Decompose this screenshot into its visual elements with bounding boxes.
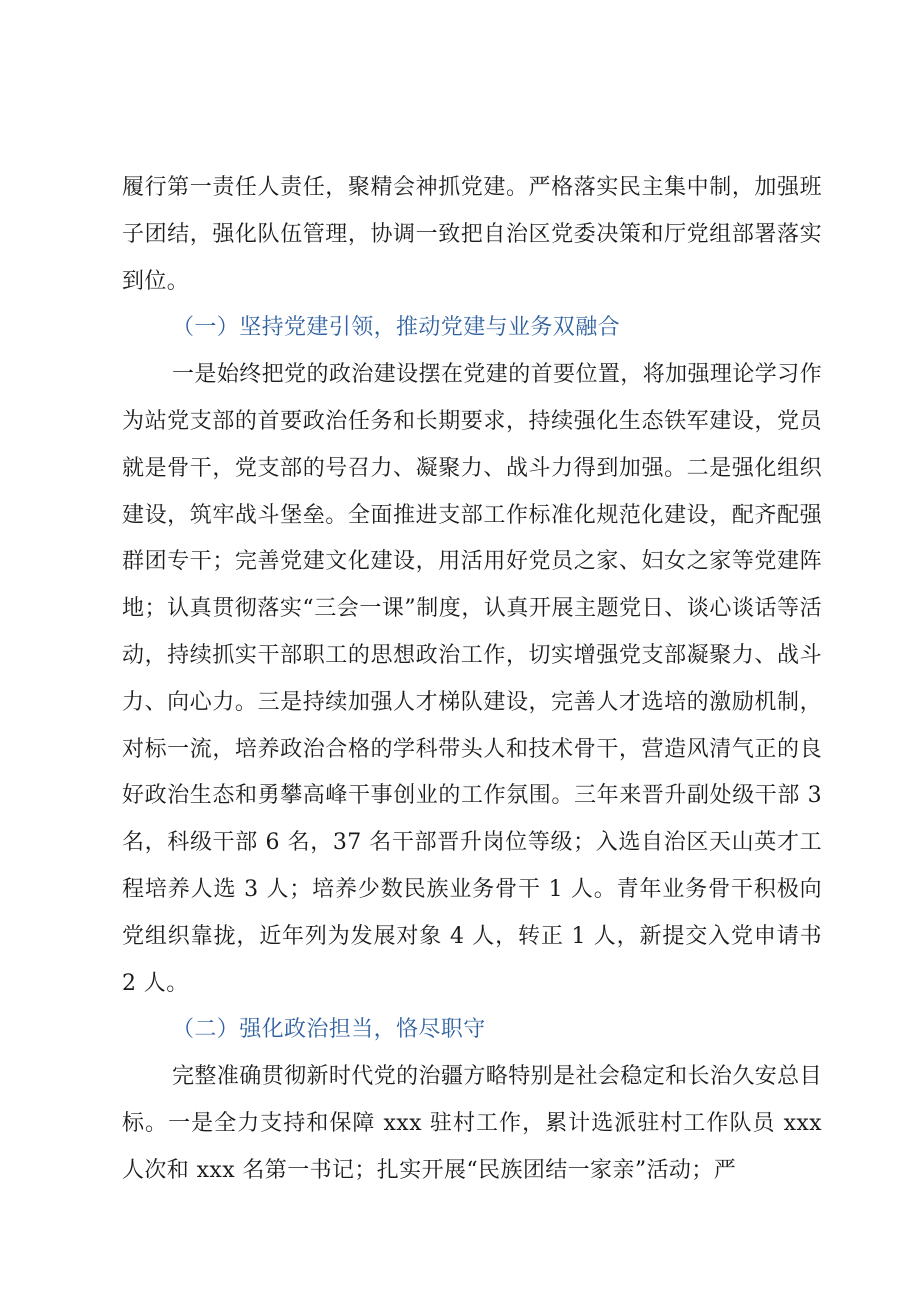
paragraph-party-building: 一是始终把党的政治建设摆在党建的首要位置，将加强理论学习作为站党支部的首要政治任务和长期要求，持续强化生态铁军建设，党员就是骨干，党支部的号召力、凝聚力、战斗力得到加强。二是强化组织建设，筑牢战斗堡垒。全面推进支部工作标准化规范化建设，配齐配强群团专干；完善党建文化建设，用活用好党员之家、妇女之家等党建阵地；认真贯彻落实“三会一课”制度，认真开展主题党日、谈心谈话等活动，持续抓实干部职工的思想政治工作，切实增强党支部凝聚力、战斗力、向心力。三是持续加强人才梯队建设，完善人才选培的激励机制，对标一流，培养政治合格的学科带头人和技术骨干，营造风清气正的良好政治生态和勇攀高峰干事创业的工作氛围。三年来晋升副处级干部 3 名，科级干部 6 名，37 名干部晋升岗位等级；入选自治区天山英才工程培养人选 3 人；培养少数民族业务骨干 1 人。青年业务骨干积极向党组织靠拢，近年列为发展对象 4 人，转正 1 人，新提交入党申请书 2 人。 [122,362,822,996]
section-heading-2: （二）强化政治担当，恪尽职守 [172,1017,486,1043]
document-body [122,165,822,1195]
section-heading-1: （一）坚持党建引领，推动党建与业务双融合 [172,315,621,341]
paragraph-political-responsibility: 完整准确贯彻新时代党的治疆方略特别是社会稳定和长治久安总目标。一是全力支持和保障 xxx 驻村工作，累计选派驻村工作队员 xxx 人次和 xxx 名第一书记；扎实开展“民族团结一家亲”活动；严 [122,1064,822,1183]
paragraph-continued: 履行第一责任人责任，聚精会神抓党建。严格落实民主集中制，加强班子团结，强化队伍管理，协调一致把自治区党委决策和厅党组部署落实到位。 [122,175,822,294]
